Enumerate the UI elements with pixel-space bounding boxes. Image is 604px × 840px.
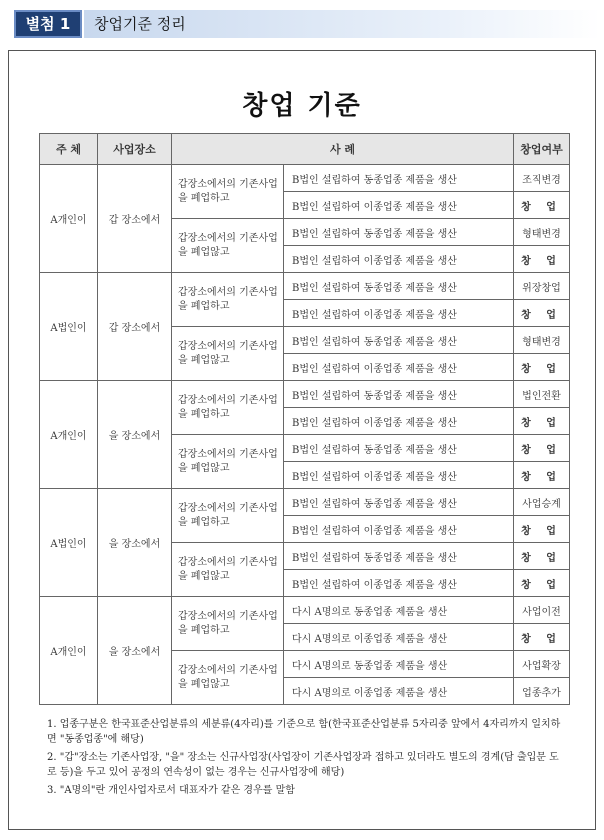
- action-cell: B법인 설립하여 동종업종 제품을 생산: [284, 327, 514, 354]
- action-cell: B법인 설립하여 동종업종 제품을 생산: [284, 273, 514, 300]
- action-cell: B법인 설립하여 동종업종 제품을 생산: [284, 219, 514, 246]
- column-header-result: 창업여부: [514, 134, 570, 165]
- action-cell: B법인 설립하여 동종업종 제품을 생산: [284, 165, 514, 192]
- place-cell: 을 장소에서: [98, 381, 172, 489]
- condition-cell: 갑장소에서의 기존사업을 폐업않고: [172, 651, 284, 705]
- action-cell: B법인 설립하여 이종업종 제품을 생산: [284, 354, 514, 381]
- result-cell: 창 업: [514, 192, 570, 219]
- table-row: [40, 165, 570, 192]
- place-cell: 을 장소에서: [98, 489, 172, 597]
- document-title: 창업 기준: [242, 91, 362, 121]
- action-cell: 다시 A명의로 동종업종 제품을 생산: [284, 597, 514, 624]
- result-cell: 사업확장: [514, 651, 570, 678]
- action-cell: B법인 설립하여 이종업종 제품을 생산: [284, 570, 514, 597]
- action-cell: B법인 설립하여 동종업종 제품을 생산: [284, 543, 514, 570]
- criteria-table: [39, 133, 570, 705]
- attachment-badge: 별첨 1: [14, 10, 82, 38]
- column-header-place: 사업장소: [98, 134, 172, 165]
- result-cell: 창 업: [514, 408, 570, 435]
- result-cell: 법인전환: [514, 381, 570, 408]
- subject-cell: A법인이: [40, 273, 98, 381]
- action-cell: B법인 설립하여 이종업종 제품을 생산: [284, 516, 514, 543]
- result-cell: 창 업: [514, 516, 570, 543]
- subject-cell: A개인이: [40, 597, 98, 705]
- action-cell: B법인 설립하여 이종업종 제품을 생산: [284, 300, 514, 327]
- document-frame: [8, 50, 596, 830]
- result-cell: 창 업: [514, 543, 570, 570]
- header-bar: [84, 10, 600, 38]
- subject-cell: A법인이: [40, 489, 98, 597]
- place-cell: 갑 장소에서: [98, 273, 172, 381]
- result-cell: 창 업: [514, 354, 570, 381]
- condition-cell: 갑장소에서의 기존사업을 폐업않고: [172, 219, 284, 273]
- place-cell: 갑 장소에서: [98, 165, 172, 273]
- note-item: 2. "갑"장소는 기존사업장, "을" 장소는 신규사업장(사업장이 기존사업장과 접하고 있더라도 별도의 경계(담 출입문 도로 등)을 두고 있어 공정의 연속성이 없는 경우는 신규사업장에 해당): [47, 752, 559, 778]
- condition-cell: 갑장소에서의 기존사업을 폐업하고: [172, 381, 284, 435]
- result-cell: 형태변경: [514, 219, 570, 246]
- action-cell: 다시 A명의로 동종업종 제품을 생산: [284, 651, 514, 678]
- condition-cell: 갑장소에서의 기존사업을 폐업하고: [172, 597, 284, 651]
- action-cell: 다시 A명의로 이종업종 제품을 생산: [284, 624, 514, 651]
- note-item: 1. 업종구분은 한국표준산업분류의 세분류(4자리)를 기준으로 함(한국표준산업분류 5자리중 앞에서 4자리까지 일치하면 "동종업종"에 해당): [47, 719, 561, 745]
- note-item: 3. "A명의"란 개인사업자로서 대표자가 같은 경우를 말함: [47, 785, 295, 796]
- table-row: [40, 273, 570, 300]
- action-cell: B법인 설립하여 동종업종 제품을 생산: [284, 381, 514, 408]
- criteria-table-body: [40, 165, 570, 705]
- action-cell: B법인 설립하여 이종업종 제품을 생산: [284, 408, 514, 435]
- table-header-row: [40, 134, 570, 165]
- section-title: 창업기준 정리: [94, 15, 186, 33]
- subject-cell: A개인이: [40, 165, 98, 273]
- result-cell: 창 업: [514, 300, 570, 327]
- action-cell: B법인 설립하여 이종업종 제품을 생산: [284, 246, 514, 273]
- result-cell: 형태변경: [514, 327, 570, 354]
- place-cell: 을 장소에서: [98, 597, 172, 705]
- result-cell: 창 업: [514, 246, 570, 273]
- action-cell: B법인 설립하여 이종업종 제품을 생산: [284, 192, 514, 219]
- condition-cell: 갑장소에서의 기존사업을 폐업하고: [172, 165, 284, 219]
- column-header-subject: 주 체: [40, 134, 98, 165]
- condition-cell: 갑장소에서의 기존사업을 폐업하고: [172, 489, 284, 543]
- result-cell: 조직변경: [514, 165, 570, 192]
- result-cell: 사업이전: [514, 597, 570, 624]
- table-row: [40, 597, 570, 624]
- result-cell: 창 업: [514, 624, 570, 651]
- result-cell: 창 업: [514, 435, 570, 462]
- action-cell: 다시 A명의로 이종업종 제품을 생산: [284, 678, 514, 705]
- table-row: [40, 381, 570, 408]
- result-cell: 위장창업: [514, 273, 570, 300]
- condition-cell: 갑장소에서의 기존사업을 폐업않고: [172, 435, 284, 489]
- action-cell: B법인 설립하여 동종업종 제품을 생산: [284, 435, 514, 462]
- condition-cell: 갑장소에서의 기존사업을 폐업하고: [172, 273, 284, 327]
- subject-cell: A개인이: [40, 381, 98, 489]
- section-header: [8, 4, 600, 42]
- action-cell: B법인 설립하여 동종업종 제품을 생산: [284, 489, 514, 516]
- condition-cell: 갑장소에서의 기존사업을 폐업않고: [172, 327, 284, 381]
- table-row: [40, 489, 570, 516]
- result-cell: 사업승계: [514, 489, 570, 516]
- result-cell: 창 업: [514, 570, 570, 597]
- action-cell: B법인 설립하여 이종업종 제품을 생산: [284, 462, 514, 489]
- condition-cell: 갑장소에서의 기존사업을 폐업않고: [172, 543, 284, 597]
- result-cell: 업종추가: [514, 678, 570, 705]
- column-header-case: 사 례: [172, 134, 514, 165]
- notes-section: [47, 717, 567, 801]
- result-cell: 창 업: [514, 462, 570, 489]
